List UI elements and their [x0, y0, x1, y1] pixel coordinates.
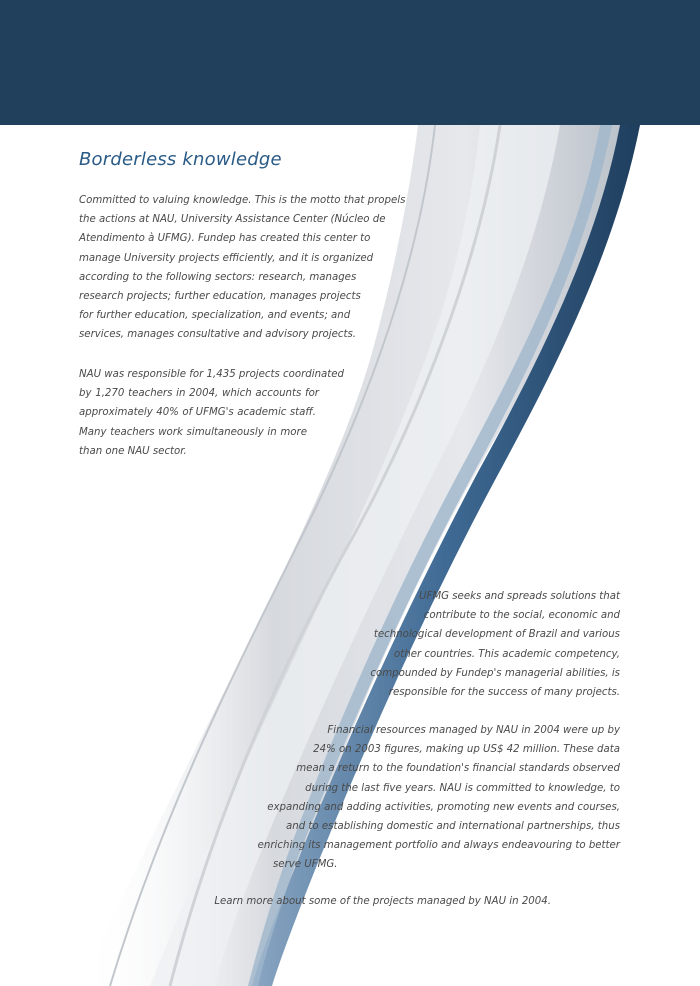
- text-line: enriching its management portfolio and always endeavouring to better: [257, 840, 620, 852]
- text-line: Many teachers work simultaneously in more: [79, 426, 307, 438]
- text-line: expanding and adding activities, promoting new events and courses,: [267, 801, 620, 813]
- text-line: mean a return to the foundation's financial standards observed: [296, 763, 620, 775]
- text-line: Committed to valuing knowledge. This is the motto that propels: [79, 195, 406, 206]
- text-line: responsible for the success of many projects.: [388, 687, 620, 699]
- stats-paragraph: [79, 365, 345, 461]
- text-line: manage University projects efficiently, and it is organized: [79, 252, 374, 264]
- text-line: UFMG seeks and spreads solutions that: [419, 591, 620, 602]
- page-title: Borderless knowledge: [79, 149, 282, 170]
- text-line: other countries. This academic competency,: [394, 648, 620, 660]
- text-line: approximately 40% of UFMG's academic staff.: [79, 407, 316, 419]
- text-line: technological development of Brazil and various: [373, 629, 620, 641]
- closing-line: [200, 892, 551, 911]
- text-line: during the last five years. NAU is committed to knowledge, to: [305, 782, 620, 794]
- text-line: according to the following sectors: research, manages: [79, 271, 357, 283]
- text-line: services, manages consultative and advisory projects.: [79, 329, 357, 341]
- text-line: Atendimento à UFMG). Fundep has created this center to: [79, 233, 371, 245]
- text-line: contribute to the social, economic and: [423, 610, 620, 622]
- text-line: serve UFMG.: [273, 859, 338, 871]
- text-line: than one NAU sector.: [79, 445, 187, 457]
- text-line: 24% on 2003 figures, making up US$ 42 million. These data: [313, 744, 620, 756]
- text-line: and to establishing domestic and international partnerships, thus: [286, 821, 620, 833]
- text-line: research projects; further education, manages projects: [79, 291, 361, 303]
- text-line: compounded by Fundep's managerial abilities, is: [370, 667, 620, 679]
- text-line: the actions at NAU, University Assistance Center (Núcleo de: [79, 214, 386, 226]
- financial-paragraph: [230, 721, 620, 875]
- text-line: Financial resources managed by NAU in 2004 were up by: [327, 725, 620, 736]
- text-line: NAU was responsible for 1,435 projects coordinated: [79, 369, 345, 380]
- intro-paragraph: [79, 191, 406, 345]
- text-line: by 1,270 teachers in 2004, which accounts for: [79, 388, 319, 400]
- text-line: for further education, specialization, and events; and: [79, 310, 351, 322]
- solutions-paragraph: [300, 587, 620, 702]
- text-line: Learn more about some of the projects managed by NAU in 2004.: [214, 896, 551, 907]
